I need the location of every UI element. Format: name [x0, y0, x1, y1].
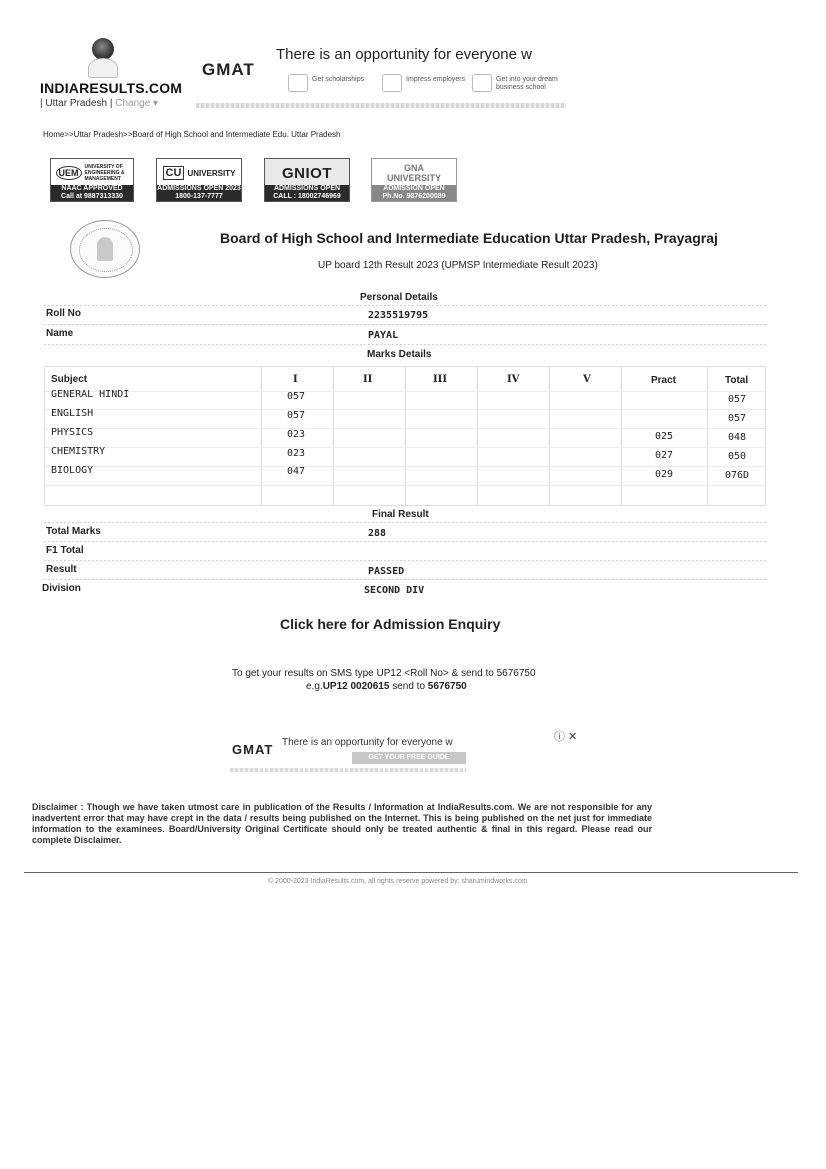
table-row-pract: 029	[655, 469, 674, 480]
breadcrumb[interactable]: Home>>Uttar Pradesh>>Board of High School and Intermediate Edu. Uttar Pradesh	[43, 130, 341, 139]
banner-cu[interactable]: CU UNIVERSITY ADMISSIONS OPEN 2023 1800-137-7777	[156, 158, 242, 202]
name-value: PAYAL	[368, 330, 399, 341]
banner-gna[interactable]: GNA UNIVERSITY ADMISSION OPEN Ph.No. 9876200089	[371, 158, 457, 202]
row-divider	[44, 522, 766, 523]
row-divider	[44, 324, 766, 325]
roll-no-value: 2235519795	[368, 310, 429, 321]
board-seal-emblem	[70, 220, 140, 278]
ad-slogan[interactable]: There is an opportunity for everyone w	[276, 46, 532, 63]
table-row-subject: CHEMISTRY	[51, 446, 106, 457]
column-header-ii: II	[363, 374, 373, 385]
row-divider	[44, 579, 766, 580]
name-label: Name	[46, 328, 74, 339]
gmat-ad-logo-2[interactable]: GMAT	[232, 742, 274, 757]
sms-instructions: To get your results on SMS type UP12 <Roll No> & send to 5676750	[232, 668, 536, 679]
state-selector[interactable]	[40, 98, 158, 109]
column-header-iii: III	[433, 374, 448, 385]
row-divider	[44, 344, 766, 345]
table-row-i: 057	[287, 410, 306, 421]
marks-details-heading: Marks Details	[367, 349, 432, 360]
ad-item-scholarships[interactable]: Get scholarships	[312, 76, 382, 84]
table-row-subject: PHYSICS	[51, 427, 94, 438]
result-label: Result	[46, 564, 77, 575]
table-row-total: 050	[728, 451, 747, 462]
school-icon	[472, 74, 492, 92]
table-row-i: 057	[287, 391, 306, 402]
admission-enquiry-link[interactable]: Click here for Admission Enquiry	[280, 616, 501, 632]
adchoices-close-icon[interactable]: ⓘ ✕	[554, 731, 578, 743]
table-row-pract: 025	[655, 431, 674, 442]
disclaimer-text: Disclaimer : Though we have taken utmost care in publication of the Results / Information at IndiaResults.com. We are not responsible for any inadvertent error that may have crept in the data / results being published on the Internet. This is being published on the net just for immediate information to the examinees. Board/University Original Certificate should only be treated authentic & final in this regard. Please read our complete Disclaimer.	[32, 802, 652, 845]
row-divider	[44, 541, 766, 542]
row-divider	[44, 560, 766, 561]
board-title: Board of High School and Intermediate Education Uttar Pradesh, Prayagraj	[220, 230, 718, 246]
banner-gniot[interactable]: GNIOT ADMISSIONS OPEN CALL : 18002746969	[264, 158, 350, 202]
table-row-i: 047	[287, 466, 306, 477]
division-value: SECOND DIV	[364, 585, 425, 596]
ad-strip	[196, 103, 566, 108]
table-row-total: 076D	[725, 470, 750, 481]
table-row-subject: ENGLISH	[51, 408, 94, 419]
column-header-subject: Subject	[51, 374, 88, 385]
table-row-i: 023	[287, 429, 306, 440]
personal-details-heading: Personal Details	[360, 292, 438, 303]
final-result-heading: Final Result	[372, 509, 429, 520]
roll-no-label: Roll No	[46, 308, 81, 319]
table-row-total: 048	[728, 432, 747, 443]
column-header-i: I	[293, 374, 298, 385]
copyright-footer: © 2000-2023 IndiaResults.com, all rights reserve powered by: sharumindworks.com	[268, 878, 528, 885]
marks-table	[44, 366, 766, 506]
employer-icon	[382, 74, 402, 92]
f1-total-label: F1 Total	[46, 545, 84, 556]
table-row-total: 057	[728, 394, 747, 405]
sms-example: e.g.UP12 0020615 send to 5676750	[306, 681, 467, 692]
division-label: Division	[42, 583, 81, 594]
total-marks-label: Total Marks	[46, 526, 101, 537]
result-value: PASSED	[368, 566, 405, 577]
footer-divider	[24, 872, 798, 873]
result-subtitle: UP board 12th Result 2023 (UPMSP Intermediate Result 2023)	[318, 260, 598, 271]
table-row-subject: GENERAL HINDI	[51, 389, 130, 400]
table-row-pract: 027	[655, 450, 674, 461]
table-row-subject: BIOLOGY	[51, 465, 94, 476]
column-header-v: V	[583, 374, 591, 385]
banner-uem[interactable]: UEM UNIVERSITY OF ENGINEERING & MANAGEMENT NAAC APPROVED Call at 9887313330	[50, 158, 134, 202]
column-header-pract: Pract	[651, 375, 677, 386]
state-label: | Uttar Pradesh |	[40, 98, 113, 109]
logo-building-icon	[88, 58, 118, 78]
table-row-i: 023	[287, 448, 306, 459]
logo-globe-icon	[92, 38, 114, 60]
column-header-iv: IV	[507, 374, 520, 385]
row-divider	[44, 305, 766, 306]
ad-slogan-2[interactable]: There is an opportunity for everyone w	[282, 737, 453, 748]
scholarship-icon	[288, 74, 308, 92]
ad-item-employers[interactable]: Impress employers	[406, 76, 476, 84]
site-name: INDIARESULTS.COM	[40, 80, 183, 96]
column-header-total: Total	[725, 375, 749, 386]
free-guide-button[interactable]: GET YOUR FREE GUIDE	[352, 752, 466, 764]
ad-strip-2	[230, 768, 466, 772]
site-logo[interactable]	[40, 38, 183, 110]
change-state-link[interactable]: Change ▾	[115, 98, 159, 109]
total-marks-value: 288	[368, 528, 387, 539]
ad-item-business-school[interactable]: Get into your dream business school	[496, 76, 566, 92]
table-row-total: 057	[728, 413, 747, 424]
gmat-ad-logo[interactable]: GMAT	[202, 60, 255, 79]
